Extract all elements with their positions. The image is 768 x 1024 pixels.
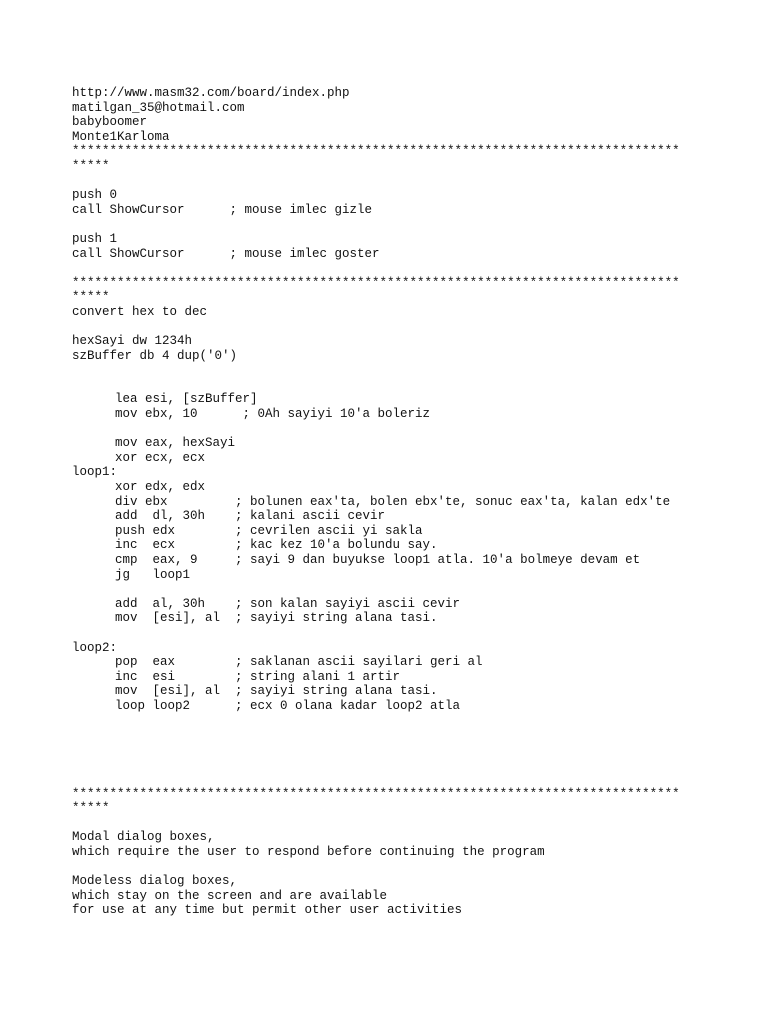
separator-line: *********************************************************************************	[72, 144, 680, 159]
url-line: http://www.masm32.com/board/index.php	[72, 86, 350, 100]
separator-line: *********************************************************************************	[72, 786, 680, 801]
password-line: Monte1Karloma	[72, 129, 170, 144]
document-page	[72, 86, 712, 918]
code-line: pop eax ; saklanan ascii sayilari geri al	[115, 655, 483, 670]
code-line: mov ebx, 10 ; 0Ah sayiyi 10'a boleriz	[115, 407, 431, 422]
code-line: mov [esi], al ; sayiyi string alana tasi.	[115, 684, 438, 699]
email-line: matilgan_35@hotmail.com	[72, 100, 245, 115]
code-line: inc esi ; string alani 1 artir	[115, 669, 401, 684]
blank-line	[72, 217, 712, 232]
text-line: for use at any time but permit other user activities	[72, 903, 463, 918]
blank-line	[72, 728, 712, 743]
blank-line	[72, 261, 712, 276]
blank-line	[72, 772, 712, 787]
username-line: babyboomer	[72, 115, 148, 130]
code-line: add al, 30h ; son kalan sayiyi ascii cevir	[115, 596, 461, 611]
code-line: xor edx, edx	[115, 480, 206, 495]
blank-line	[72, 743, 712, 758]
blank-line	[72, 816, 712, 831]
code-line: szBuffer db 4 dup('0')	[72, 348, 238, 363]
code-line: lea esi, [szBuffer]	[115, 392, 258, 407]
text-line: which require the user to respond before continuing the program	[72, 844, 545, 859]
blank-line	[72, 320, 712, 335]
code-line: div ebx ; bolunen eax'ta, bolen ebx'te, sonuc eax'ta, kalan edx'te	[115, 494, 671, 509]
code-line: call ShowCursor ; mouse imlec goster	[72, 246, 380, 261]
text-line: which stay on the screen and are available	[72, 888, 388, 903]
blank-line	[72, 363, 712, 378]
code-line: xor ecx, ecx	[115, 450, 206, 465]
code-label: loop1:	[72, 465, 118, 480]
separator-tail: *****	[72, 801, 110, 816]
text-line: Modeless dialog boxes,	[72, 874, 238, 889]
code-line: cmp eax, 9 ; sayi 9 dan buyukse loop1 atla. 10'a bolmeye devam et	[115, 553, 641, 567]
blank-line	[72, 859, 712, 874]
blank-line	[72, 714, 712, 729]
code-line: hexSayi dw 1234h	[72, 334, 193, 349]
code-line: add dl, 30h ; kalani ascii cevir	[115, 509, 386, 524]
separator-tail: *****	[72, 158, 110, 173]
blank-line	[72, 422, 712, 437]
code-line: push edx ; cevrilen ascii yi sakla	[115, 523, 423, 538]
code-line: push 0	[72, 188, 118, 203]
blank-line	[72, 378, 712, 393]
blank-line	[72, 582, 712, 597]
code-line: inc ecx ; kac kez 10'a bolundu say.	[115, 538, 438, 553]
code-line: mov [esi], al ; sayiyi string alana tasi.	[115, 611, 438, 626]
code-line: jg loop1	[115, 567, 191, 582]
blank-line	[72, 757, 712, 772]
separator-tail: *****	[72, 290, 110, 305]
section-heading: convert hex to dec	[72, 304, 208, 319]
code-line: loop loop2 ; ecx 0 olana kadar loop2 atla	[115, 698, 461, 713]
code-line: mov eax, hexSayi	[115, 436, 236, 451]
code-line: call ShowCursor ; mouse imlec gizle	[72, 202, 373, 217]
code-line: push 1	[72, 231, 118, 246]
blank-line	[72, 626, 712, 641]
text-line: Modal dialog boxes,	[72, 830, 215, 845]
code-label: loop2:	[72, 640, 118, 655]
blank-line	[72, 174, 712, 189]
separator-line: *********************************************************************************	[72, 275, 680, 290]
